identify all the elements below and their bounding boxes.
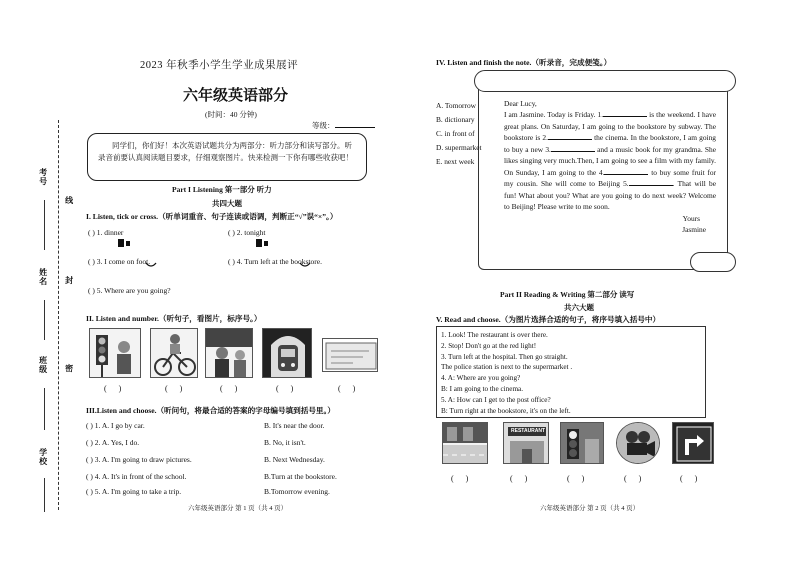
film-camera-picture xyxy=(616,422,660,464)
people-picture xyxy=(205,328,253,378)
restaurant-picture xyxy=(503,422,549,464)
right-footer: 六年级英语部分 第 2 页（共 4 页） xyxy=(540,505,640,512)
street-picture xyxy=(442,422,488,464)
left-footer: 六年级英语部分 第 1 页（共 4 页） xyxy=(188,505,288,512)
note-letter xyxy=(504,98,716,236)
binding-secret-char: 密 xyxy=(64,364,74,373)
letter-closing: Yours xyxy=(682,213,700,223)
s3-row-5-b: B.Tomorrow evening. xyxy=(264,487,330,496)
option-list xyxy=(436,102,482,171)
part1-heading: Part I Listening 第一部分 听力 xyxy=(172,185,272,194)
note-scroll-bottom xyxy=(690,252,736,272)
linking-mark-4 xyxy=(299,262,311,268)
stress-marks-1 xyxy=(118,238,130,247)
binding-seal-char: 封 xyxy=(64,276,74,285)
section3-heading: III.Listen and choose.（听问句，将最合适的答案的字母编号填到括号里。） xyxy=(86,406,335,415)
s3-row-3-a: ( ) 3. A. I'm going to draw pictures. xyxy=(86,455,192,464)
blank-4[interactable] xyxy=(604,167,648,175)
s2-paren-1[interactable]: ( ) xyxy=(104,384,122,393)
blank-5[interactable] xyxy=(629,178,673,186)
s5-paren-3[interactable]: ( ) xyxy=(567,474,585,483)
class-line xyxy=(44,388,45,430)
s3-row-1-a: ( ) 1. A. I go by car. xyxy=(86,421,145,430)
s3-row-4-a: ( ) 4. A. It's in front of the school. xyxy=(86,472,187,481)
school-line xyxy=(44,478,45,512)
section4-heading: IV. Listen and finish the note.（听录音，完成便笺。） xyxy=(436,58,612,67)
s5-paren-2[interactable]: ( ) xyxy=(510,474,528,483)
subway-picture xyxy=(262,328,312,378)
school-label: 学校 xyxy=(38,448,48,466)
section2-heading: II. Listen and number.（听句子，看图片，标序号。） xyxy=(86,314,262,323)
sentence-5a: 5. A: How can I get to the post office? xyxy=(441,395,551,404)
s3-row-2-a: ( ) 2. A. Yes, I do. xyxy=(86,438,140,447)
s1-item-3: ( ) 3. I come on foot. xyxy=(88,257,151,266)
s1-item-2: ( ) 2. tonight xyxy=(228,228,266,237)
sentence-5b: B: Turn right at the bookstore, it's on the left. xyxy=(441,406,571,415)
sentence-1: 1. Look! The restaurant is over there. xyxy=(441,331,548,339)
letter-part-4: and a music book for my grandma. She likes singing very much.Then, I am going to see a film with my family. On Sunday, I am going to the 4. xyxy=(504,144,716,177)
letter-body xyxy=(504,109,716,212)
s3-row-5-a: ( ) 5. A. I'm going to take a trip. xyxy=(86,487,182,496)
s5-paren-5[interactable]: ( ) xyxy=(680,474,698,483)
sentence-4a: 4. A: Where are you going? xyxy=(441,374,521,383)
s3-row-3-b: B. Next Wednesday. xyxy=(264,455,325,464)
exam-title: 2023 年秋季小学生学业成果展评 xyxy=(140,60,299,71)
letter-greeting: Dear Lucy, xyxy=(504,99,537,108)
section5-heading: V. Read and choose.（为图片选择合适的句子，将序号填入括号中） xyxy=(436,315,661,324)
blank-3[interactable] xyxy=(551,144,595,152)
name-label: 姓名 xyxy=(38,268,48,286)
grade-field xyxy=(312,121,375,130)
s1-item-5: ( ) 5. Where are you going? xyxy=(88,286,171,295)
bike-picture xyxy=(150,328,198,378)
blank-1[interactable] xyxy=(603,109,647,117)
s2-paren-4[interactable]: ( ) xyxy=(276,384,294,393)
ticket-picture xyxy=(322,338,378,372)
binding-line-char: 线 xyxy=(64,196,74,205)
exam-subtitle: 六年级英语部分 xyxy=(183,86,289,104)
sentence-3b: The police station is next to the supermarket . xyxy=(441,363,573,372)
traffic-light-picture-2 xyxy=(560,422,604,464)
s3-row-4-b: B.Turn at the bookstore. xyxy=(264,472,337,481)
linking-mark-3 xyxy=(145,262,157,268)
notice-text: 同学们，你们好！本次英语试题共分为两部分：听力部分和读写部分。听录音前要认真阅读题目要求，仔细观察图片。快来检测一下你有哪些收获吧！ xyxy=(98,141,353,162)
letter-part-5: to buy some fruit for my cousin. She will come to Beijing 5. xyxy=(504,167,716,189)
letter-signature: Jasmine xyxy=(682,225,706,235)
sentence-4b: B: I am going to the cinema. xyxy=(441,384,524,393)
s2-paren-5[interactable]: ( ) xyxy=(338,384,356,393)
option-e: E. next week xyxy=(436,156,475,166)
name-line xyxy=(44,300,45,340)
exam-no-line xyxy=(44,200,45,250)
s5-paren-4[interactable]: ( ) xyxy=(624,474,642,483)
letter-part-1: I am Jasmine. Today is Friday. 1. xyxy=(504,110,604,120)
option-a: A. Tomorrow xyxy=(436,101,476,110)
time-note: (时间：40 分钟) xyxy=(205,110,257,119)
s2-paren-3[interactable]: ( ) xyxy=(220,384,238,393)
note-scroll-top xyxy=(474,70,736,92)
traffic-light-picture xyxy=(89,328,141,378)
stress-marks-2 xyxy=(256,238,268,247)
restaurant-sign: RESTAURANT xyxy=(511,428,546,434)
notice-box xyxy=(87,133,367,181)
binding-dashed-line xyxy=(58,120,59,510)
letter-part-3: the cinema. In the bookstore, I am going to buy a new 3. xyxy=(504,133,716,154)
letter-part-2: is the weekend. I have great plans. On Saturday, I am going to the bookstore by subway. The bookstore is 2. xyxy=(504,110,716,143)
sentence-2: 2. Stop! Don't go at the red light! xyxy=(441,341,537,350)
turn-right-sign-picture xyxy=(672,422,714,464)
option-d: D. supermarket xyxy=(436,142,482,152)
part1-count: 共四大题 xyxy=(212,199,242,208)
sentence-3a: 3. Turn left at the hospital. Then go straight. xyxy=(441,352,568,361)
option-b: B. dictionary xyxy=(436,114,475,124)
sentence-box xyxy=(436,326,706,418)
option-c: C. in front of xyxy=(436,128,475,138)
class-label: 班级 xyxy=(38,356,48,374)
s1-item-1: ( ) 1. dinner xyxy=(88,228,124,237)
part2-count: 共六大题 xyxy=(564,303,594,312)
section1-heading: I. Listen, tick or cross.（听单词重音、句子连读或语调，判断正“√”误“×”。） xyxy=(86,212,338,221)
s3-row-1-b: B. It's near the door. xyxy=(264,421,325,430)
s2-paren-2[interactable]: ( ) xyxy=(165,384,183,393)
blank-2[interactable] xyxy=(548,132,592,140)
s3-row-2-b: B. No, it isn't. xyxy=(264,438,306,447)
exam-no-label: 考号 xyxy=(38,168,48,186)
part2-heading: Part II Reading & Writing 第二部分 读写 xyxy=(500,290,635,299)
letter-part-6: . That will be fun! What about you? What are you going to do next week? Welcome to Beijing! Please write to me soon. xyxy=(504,179,716,212)
s1-item-4: ( ) 4. Turn left at the bookstore. xyxy=(228,257,322,266)
s5-paren-1[interactable]: ( ) xyxy=(451,474,469,483)
grade-label: 等级： xyxy=(312,121,335,130)
